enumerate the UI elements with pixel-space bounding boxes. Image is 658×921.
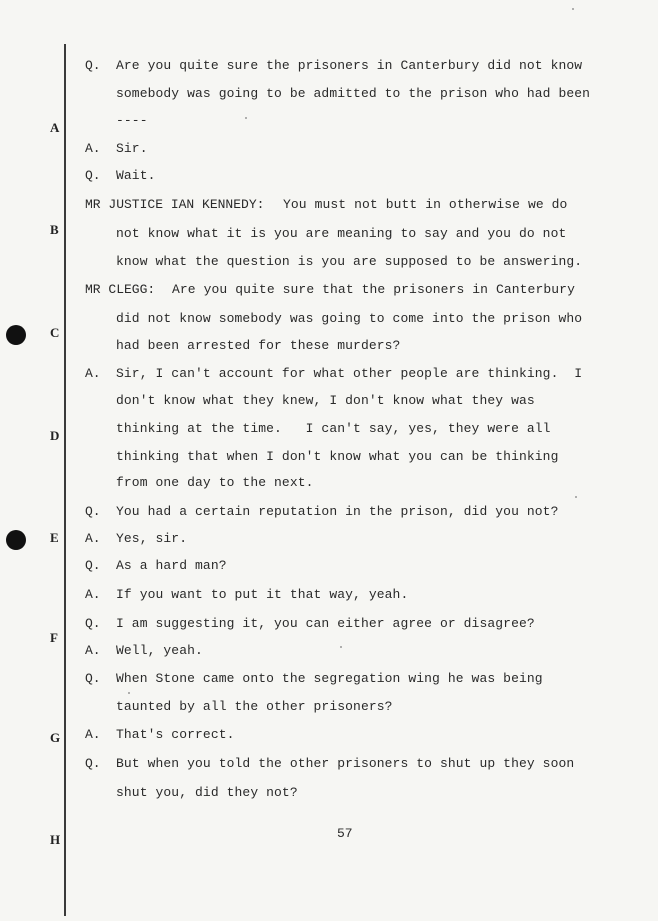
transcript-line: know what the question is you are supposed to be answering. xyxy=(116,254,583,269)
transcript-line: When Stone came onto the segregation wing he was being xyxy=(116,671,543,686)
transcript-line: Are you quite sure that the prisoners in Canterbury xyxy=(172,282,575,297)
transcript-line: did not know somebody was going to come into the prison who xyxy=(116,311,583,326)
qa-prefix: Q. xyxy=(85,558,101,573)
transcript-line: Sir, I can't account for what other people are thinking. I xyxy=(116,366,583,381)
transcript-line: You must not butt in otherwise we do xyxy=(283,197,568,212)
margin-letter-d: D xyxy=(50,428,60,443)
qa-prefix: A. xyxy=(85,727,101,742)
punch-hole xyxy=(6,530,26,550)
transcript-line: But when you told the other prisoners to shut up they soon xyxy=(116,756,575,771)
page-number: 57 xyxy=(337,826,353,841)
transcript-line: had been arrested for these murders? xyxy=(116,338,401,353)
margin-letter-e: E xyxy=(50,530,59,545)
transcript-line: Wait. xyxy=(116,168,156,183)
qa-prefix: Q. xyxy=(85,168,101,183)
transcript-line: somebody was going to be admitted to the prison who had been xyxy=(116,86,591,101)
transcript-line: Are you quite sure the prisoners in Canterbury did not know xyxy=(116,58,583,73)
transcript-line: don't know what they knew, I don't know what they was xyxy=(116,393,535,408)
transcript-line: not know what it is you are meaning to say and you do not xyxy=(116,226,567,241)
speaker-label: MR CLEGG: xyxy=(85,282,156,297)
margin-letter-f: F xyxy=(50,630,58,645)
qa-prefix: Q. xyxy=(85,671,101,686)
punch-hole xyxy=(6,325,26,345)
qa-prefix: A. xyxy=(85,587,101,602)
transcript-line: taunted by all the other prisoners? xyxy=(116,699,393,714)
transcript-line: I am suggesting it, you can either agree or disagree? xyxy=(116,616,535,631)
margin-letter-c: C xyxy=(50,325,60,340)
margin-letter-h: H xyxy=(50,832,61,847)
transcript-line: Yes, sir. xyxy=(116,531,188,546)
transcript-line: from one day to the next. xyxy=(116,475,314,490)
qa-prefix: A. xyxy=(85,643,101,658)
qa-prefix: A. xyxy=(85,141,101,156)
transcript-line: If you want to put it that way, yeah. xyxy=(116,587,409,602)
qa-prefix: Q. xyxy=(85,504,101,519)
transcript-line: shut you, did they not? xyxy=(116,785,298,800)
margin-rule xyxy=(64,44,66,916)
margin-letter-g: G xyxy=(50,730,61,745)
qa-prefix: Q. xyxy=(85,616,101,631)
qa-prefix: A. xyxy=(85,366,101,381)
qa-prefix: A. xyxy=(85,531,101,546)
transcript-line: Sir. xyxy=(116,141,148,156)
transcript-line: Well, yeah. xyxy=(116,643,203,658)
transcript-line: That's correct. xyxy=(116,727,235,742)
qa-prefix: Q. xyxy=(85,58,101,73)
margin-letter-b: B xyxy=(50,222,59,237)
transcript-line: thinking at the time. I can't say, yes, they were all xyxy=(116,421,551,436)
transcript-line: thinking that when I don't know what you can be thinking xyxy=(116,449,559,464)
transcript-line: You had a certain reputation in the prison, did you not? xyxy=(116,504,559,519)
transcript-line: ---- xyxy=(116,113,148,128)
speaker-label: MR JUSTICE IAN KENNEDY: xyxy=(85,197,265,212)
margin-letter-a: A xyxy=(50,120,60,135)
transcript-line: As a hard man? xyxy=(116,558,227,573)
qa-prefix: Q. xyxy=(85,756,101,771)
